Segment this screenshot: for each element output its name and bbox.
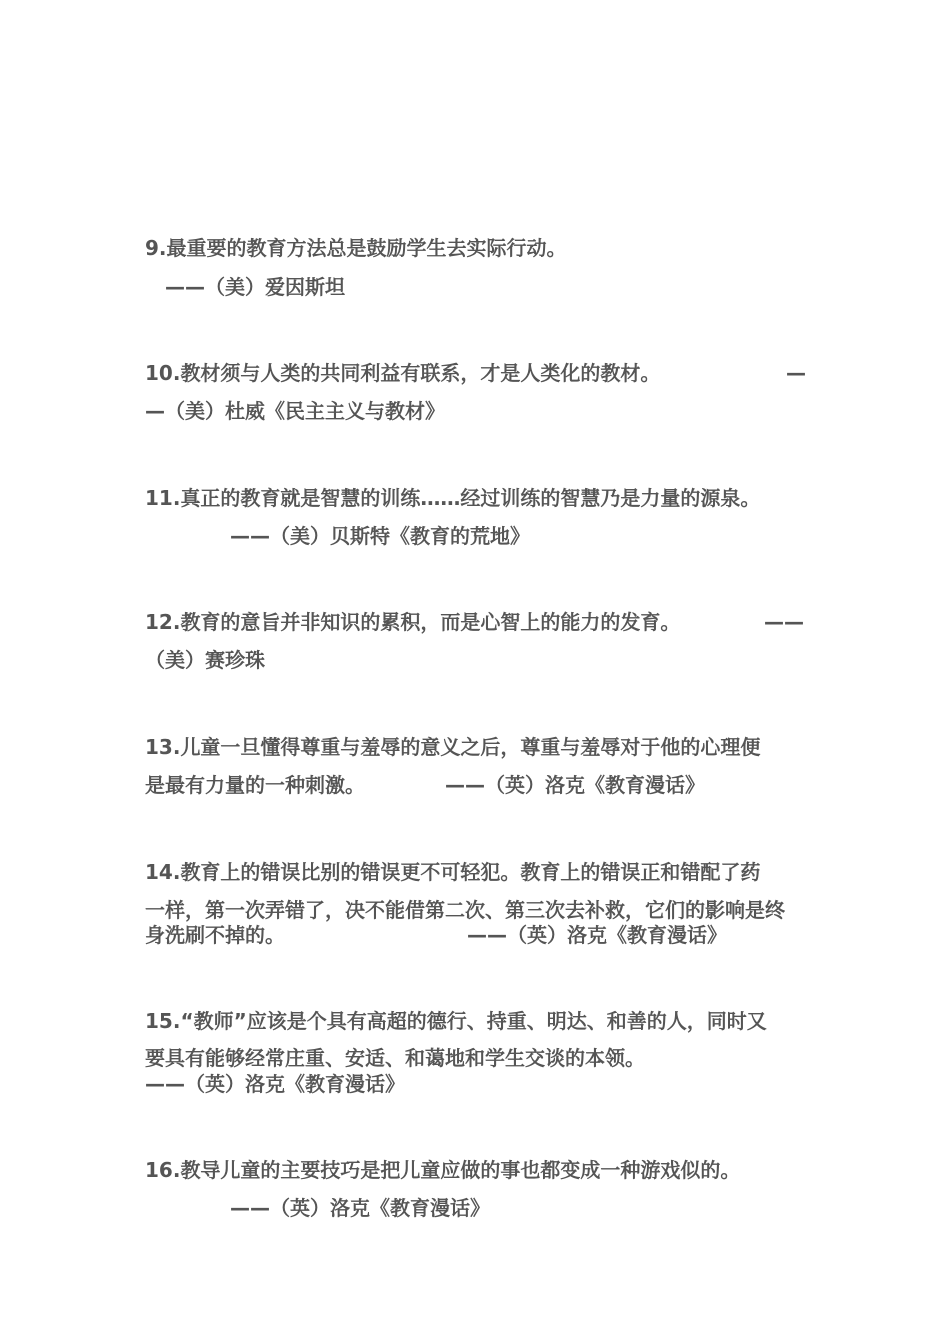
quote-attribution: ——（美）爱因斯坦 [165, 275, 345, 299]
quote-number: 11. [145, 486, 181, 510]
quote-number: 16. [145, 1158, 181, 1182]
quote-text: 教导儿童的主要技巧是把儿童应做的事也都变成一种游戏似的。 [180, 1158, 741, 1182]
quote-text: 教育上的错误比别的错误更不可轻犯。教育上的错误正和错配了药 [180, 860, 761, 884]
attribution-dash: — [786, 361, 806, 385]
quote-number: 15. [145, 1009, 181, 1033]
quote-number: 10. [145, 361, 181, 385]
quote-attribution: ——（英）洛克《教育漫话》 [230, 1196, 490, 1220]
quote-text: 最重要的教育方法总是鼓励学生去实际行动。 [166, 236, 567, 260]
quote-15 [145, 1009, 767, 1033]
quote-9 [145, 236, 567, 260]
quote-13 [145, 735, 760, 759]
quote-11 [145, 486, 760, 510]
quote-number: 9. [145, 236, 167, 260]
quote-text: “教师”应该是个具有高超的德行、持重、明达、和善的人，同时又 [180, 1009, 767, 1033]
quote-attribution: ——（美）贝斯特《教育的荒地》 [230, 524, 530, 548]
quote-text: 真正的教育就是智慧的训练……经过训练的智慧乃是力量的源泉。 [180, 486, 761, 510]
quote-attribution: ——（英）洛克《教育漫话》 [145, 1072, 405, 1096]
quote-12 [145, 610, 680, 634]
attribution-dash: —— [764, 610, 804, 634]
quote-attribution: ——（英）洛克《教育漫话》 [445, 773, 705, 797]
quote-attribution: ——（英）洛克《教育漫话》 [467, 923, 727, 947]
quote-14 [145, 860, 760, 884]
quote-number: 14. [145, 860, 181, 884]
quote-text-line: 是最有力量的一种刺激。 [145, 773, 365, 797]
quote-text: 教育的意旨并非知识的累积，而是心智上的能力的发育。 [180, 610, 681, 634]
quote-10 [145, 361, 660, 385]
quote-text-line: 要具有能够经常庄重、安适、和蔼地和学生交谈的本领。 [145, 1046, 645, 1070]
quote-attribution: —（美）杜威《民主主义与教材》 [145, 399, 445, 423]
quote-number: 13. [145, 735, 181, 759]
quote-text-line: 一样，第一次弄错了，决不能借第二次、第三次去补救，它们的影响是终 [145, 898, 785, 922]
quote-attribution: （美）赛珍珠 [145, 648, 265, 672]
quote-text-line: 身洗刷不掉的。 [145, 923, 285, 947]
quote-16 [145, 1158, 740, 1182]
quote-number: 12. [145, 610, 181, 634]
quote-text: 教材须与人类的共同利益有联系，才是人类化的教材。 [180, 361, 661, 385]
quote-text: 儿童一旦懂得尊重与羞辱的意义之后，尊重与羞辱对于他的心理便 [180, 735, 761, 759]
